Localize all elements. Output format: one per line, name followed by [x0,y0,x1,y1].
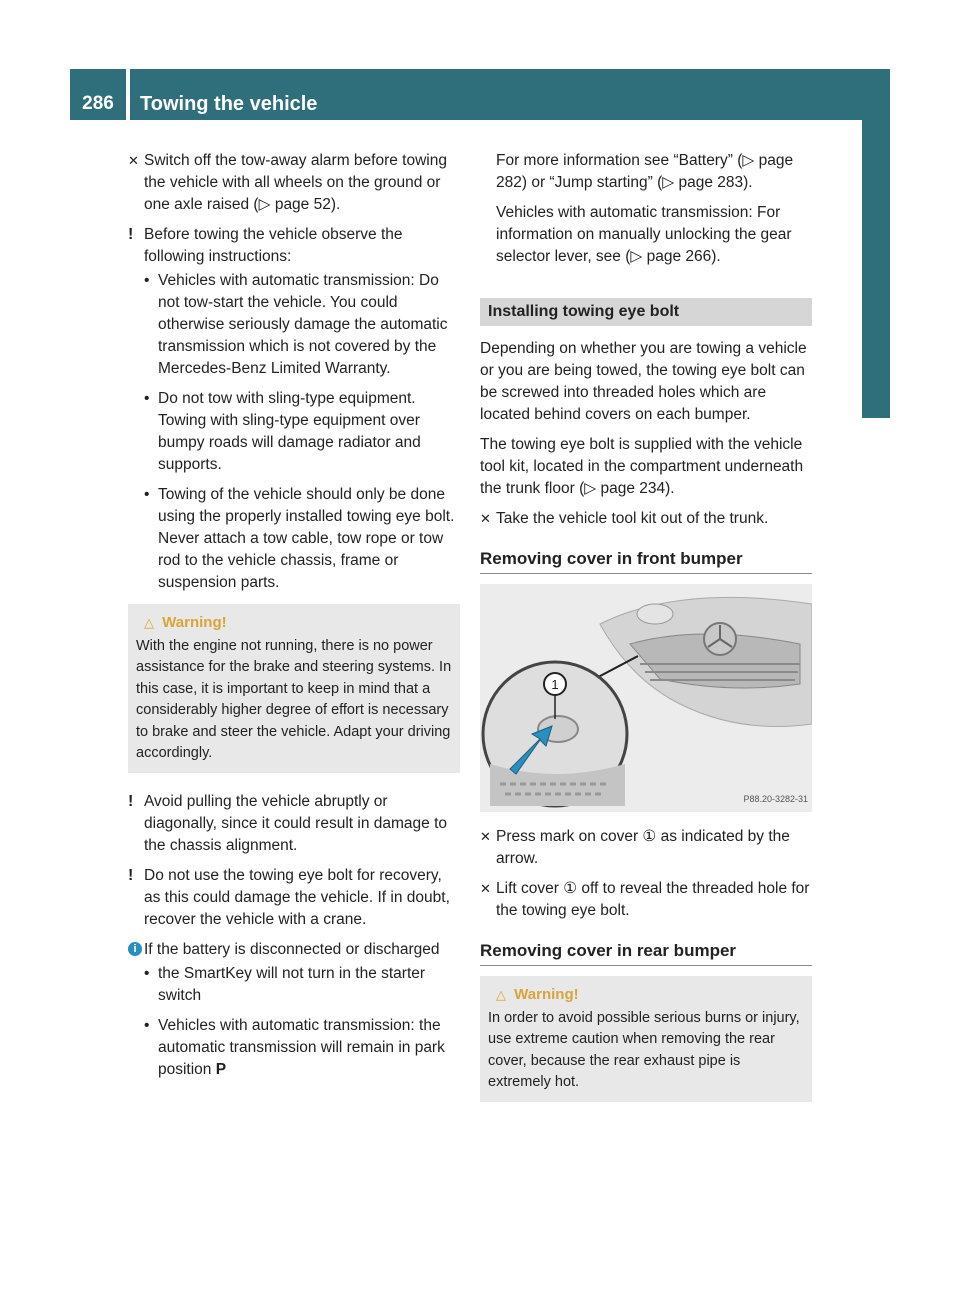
warning-box [480,976,812,1102]
header-divider [126,69,130,120]
step-arrow-icon: ✕ [480,829,491,844]
front-bumper-illustration [480,584,812,812]
instruction-step: ✕ Switch off the tow-away alarm before towing the vehicle with all wheels on the ground or one axle raised (▷ page 52). [128,152,447,213]
exclamation-icon: ! [128,226,134,243]
instruction-step: ✕ Take the vehicle tool kit out of the trunk. [480,508,812,530]
subsection-heading: Removing cover in front bumper [480,548,812,574]
subsection-heading: Removing cover in rear bumper [480,940,812,966]
callout-label: 1 [551,677,559,692]
warning-title: Warning! [514,986,579,1003]
warning-title: Warning! [162,614,227,631]
exclamation-icon: ! [128,792,134,810]
paragraph: Depending on whether you are towing a vehicle or you are being towed, the towing eye bolt can be screwed into threaded holes which are located behind covers on each bumper. [480,340,807,423]
warning-text: In order to avoid possible serious burns or injury, use extreme caution when removing the rear cover, because the rear exhaust pipe is extremely hot. [488,1009,800,1090]
bullet-icon: • [144,486,150,503]
info-note: i If the battery is disconnected or discharged [128,939,460,961]
step-arrow-icon: ✕ [480,881,491,896]
page-number: 286 [82,93,114,114]
instruction-step: ✕ Press mark on cover ① as indicated by the arrow. [480,828,790,867]
paragraph: For more information see “Battery” (▷ page 282) or “Jump starting” (▷ page 283). [496,152,794,191]
page-title: Towing the vehicle [140,93,318,115]
step-arrow-icon: ✕ [480,511,491,526]
caution-note: ! Do not use the towing eye bolt for recovery, as this could damage the vehicle. If in doubt, recover the vehicle with a crane. [128,866,450,928]
section-heading: Installing towing eye bolt [480,298,812,326]
paragraph: Vehicles with automatic transmission: For information on manually unlocking the gear selector lever, see (▷ page 266). [496,204,792,265]
warning-triangle-icon: △ [496,987,506,1002]
page-header [70,69,890,120]
warning-box [128,604,460,773]
bullet-icon: • [144,272,150,289]
bullet-icon: • [144,390,150,407]
exclamation-icon: ! [128,866,134,884]
left-column [128,150,460,1089]
paragraph: The towing eye bolt is supplied with the vehicle tool kit, located in the compartment underneath the trunk floor (▷ page 234). [480,436,804,497]
bullet-icon: • [144,964,150,982]
park-position-letter: P [215,1060,227,1078]
caution-note: ! Before towing the vehicle observe the following instructions: [128,226,403,265]
list-item: • Vehicles with automatic transmission: Do not tow-start the vehicle. You could otherwise seriously damage the automatic transmission which is not covered by the Mercedes-Benz Limited Warranty. [144,272,448,377]
list-item: • Towing of the vehicle should only be done using the properly installed towing eye bolt. Never attach a tow cable, tow rope or tow rod to the vehicle chassis, frame or suspension parts. [144,486,455,591]
list-item: • Do not tow with sling-type equipment. Towing with sling-type equipment over bumpy roads will damage radiator and supports. [144,390,421,473]
list-item: • Vehicles with automatic transmission: the automatic transmission will remain in park position P [144,1016,445,1078]
instruction-step: ✕ Lift cover ① off to reveal the threaded hole for the towing eye bolt. [480,880,810,919]
bullet-icon: • [144,1016,150,1034]
list-item: • the SmartKey will not turn in the starter switch [144,964,426,1004]
chapter-label: Practical hints [862,240,885,384]
bumper-drawing [480,584,812,812]
right-column [480,150,812,1120]
caution-note: ! Avoid pulling the vehicle abruptly or diagonally, since it could result in damage to the chassis alignment. [128,792,447,854]
figure-code: P88.20-3282-31 [743,794,808,804]
info-icon: i [128,942,142,956]
step-arrow-icon: ✕ [128,153,139,168]
warning-text: With the engine not running, there is no power assistance for the brake and steering systems. In this case, it is important to keep in mind that a considerably higher degree of effort is necessary to brake and steer the vehicle. Adapt your driving accordingly. [136,637,452,761]
warning-triangle-icon: △ [144,615,154,630]
